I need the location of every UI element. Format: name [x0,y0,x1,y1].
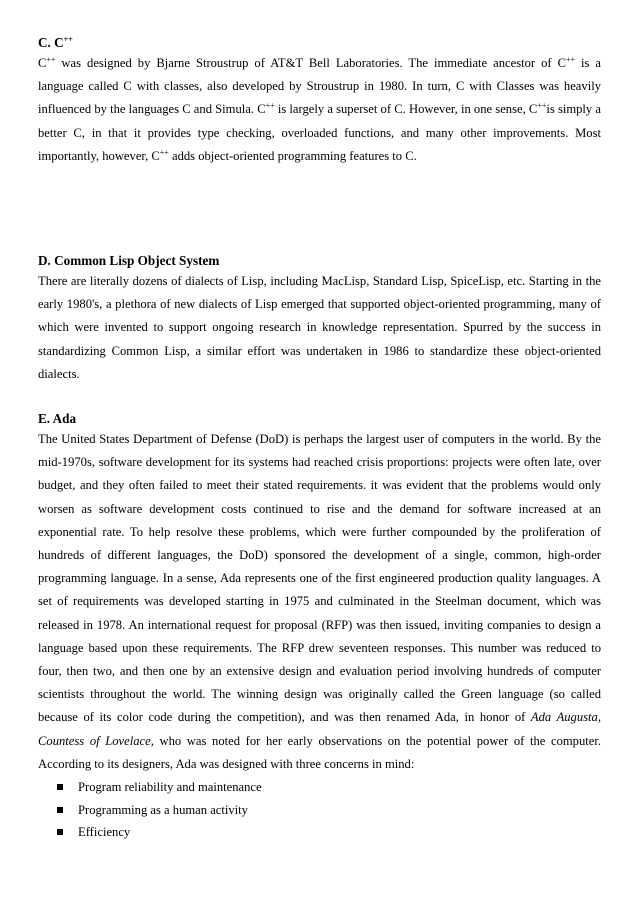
list-item: Program reliability and maintenance [38,776,601,799]
square-bullet-icon [57,807,63,813]
design-concerns-list [38,776,601,844]
section-spacer [38,386,601,410]
square-bullet-icon [57,829,63,835]
square-bullet-icon [57,784,63,790]
section-e-paragraph: The United States Department of Defense (DoD) is perhaps the largest user of computers in the world. By the mid-1970s, software development for its systems had reached crisis proportions: projects were often late, over budget, and they often failed to meet their stated requirements. it was evident that the problems would only worsen as software development costs continued to rise and the demand for software increased at an exponential rate. To help resolve these problems, which were further compounded by the proliferation of hundreds of different languages, the DoD) sponsored the development of a single, common, high-order programming language. In a sense, Ada represents one of the first engineered production quality languages. A set of requirements was developed starting in 1975 and culminated in the Steelman document, which was released in 1978. An international request for proposal (RFP) was then issued, inviting companies to design a language based upon these requirements. The RFP drew seventeen responses. This number was reduced to four, then two, and then one by an extensive design and evaluation period involving hundreds of computer scientists throughout the world. The winning design was originally called the Green language (so called because of its color code during the competition), and was then renamed Ada, in honor of Ada Augusta, Countess of Lovelace, who was noted for her early observations on the potential power of the computer. According to its designers, Ada was designed with three concerns in mind: [38,432,601,771]
section-d-heading: D. Common Lisp Object System [38,253,220,269]
section-e-heading: E. Ada [38,411,77,427]
list-item: Programming as a human activity [38,799,601,822]
document-page [38,34,601,844]
ada-lovelace-name: Ada Augusta, Countess of Lovelace [38,710,601,748]
list-item: Efficiency [38,821,601,844]
section-c-paragraph: C++ was designed by Bjarne Stroustrup of AT&T Bell Laboratories. The immediate ancestor of C++ is a language called C with classes, also developed by Stroustrup in 1980. In turn, C with Classes was heavily influenced by the languages C and Simula. C++ is largely a superset of C. However, in one sense, C++is simply a better C, in that it provides type checking, overloaded functions, and many other improvements. Most importantly, however, C++ adds object-oriented programming features to C. [38,55,602,163]
section-spacer [38,168,601,252]
section-d-paragraph: There are literally dozens of dialects of Lisp, including MacLisp, Standard Lisp, SpiceLisp, etc. Starting in the early 1980's, a plethora of new dialects of Lisp emerged that supported object-oriented programming, many of which were invented to support ongoing research in knowledge representation. Spurred by the success in standardizing Common Lisp, a similar effort was undertaken in 1986 to standardize these object-oriented dialects. [38,274,601,381]
section-c-heading: C. C++ [38,35,73,50]
